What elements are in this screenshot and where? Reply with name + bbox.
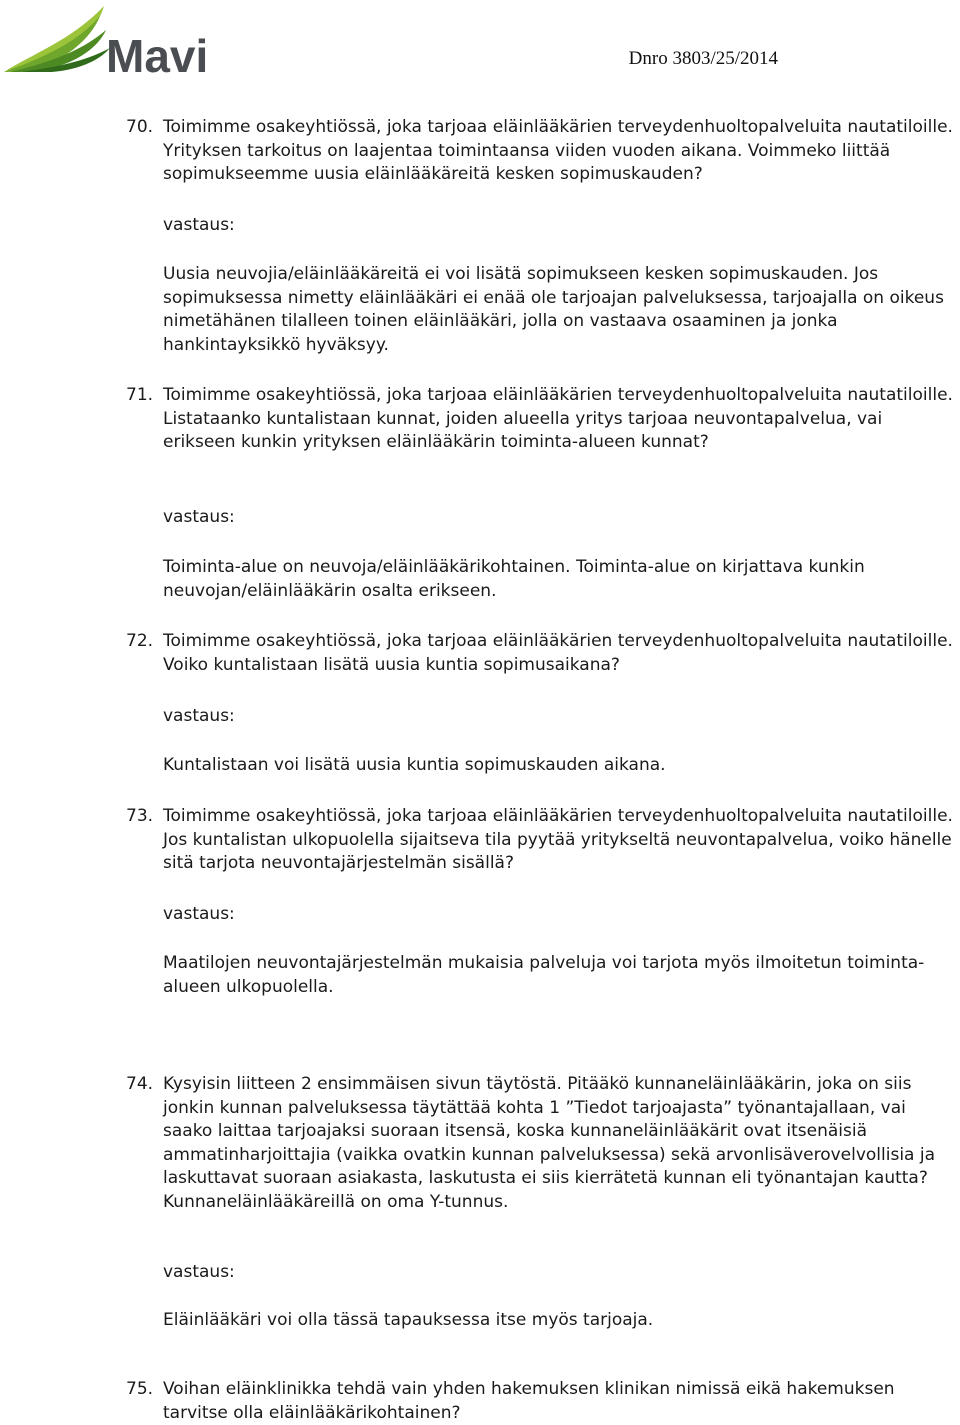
answer-label: vastaus: <box>163 1262 235 1282</box>
question-text: Kysyisin liitteen 2 ensimmäisen sivun täytöstä. Pitääkö kunnaneläinlääkärin, joka on siis jonkin kunnan palveluksessa täytättää kohta 1 ”Tiedot tarjoajasta” työnantajallaan, vai saako laittaa tarjoajaksi suoraan itsensä, koska kunnaneläinlääkärit ovat itsenäisiä ammatinharjoittajia (vaikka ovatkin kunnan palveluksessa) sekä arvonlisäverovelvollisia ja laskuttavat suoraan asiakasta, laskutusta ei siis kierrätetä kunnan eli työnantajan kautta? Kunnaneläinlääkäreillä on oma Y-tunnus. <box>163 1074 936 1212</box>
document-number: Dnro 3803/25/2014 <box>628 48 778 69</box>
leaf-mark <box>4 6 110 72</box>
mavi-logo <box>2 2 232 76</box>
question-text: Toimimme osakeyhtiössä, joka tarjoaa eläinlääkärien terveydenhuoltopalveluita nautatiloille. Voiko kuntalistaan lisätä uusia kuntia sopimusaikana? <box>163 631 953 675</box>
answer-label: vastaus: <box>163 507 235 527</box>
answer-text: Toiminta-alue on neuvoja/eläinlääkärikohtainen. Toiminta-alue on kirjattava kunkin neuvojan/eläinlääkärin osalta erikseen. <box>163 557 865 601</box>
logo-text: Mavi <box>106 30 209 76</box>
question-text: Toimimme osakeyhtiössä, joka tarjoaa eläinlääkärien terveydenhuoltopalveluita nautatiloille. Yrityksen tarkoitus on laajentaa toimintaansa viiden vuoden aikana. Voimmeko liittää sopimukseemme uusia eläinlääkäreitä kesken sopimuskauden? <box>163 117 953 184</box>
question-text: Voihan eläinklinikka tehdä vain yhden hakemuksen klinikan nimissä eikä hakemuksen tarvitse olla eläinlääkärikohtainen? <box>163 1379 895 1423</box>
answer-label: vastaus: <box>163 215 235 235</box>
question-text: Toimimme osakeyhtiössä, joka tarjoaa eläinlääkärien terveydenhuoltopalveluita nautatiloille. Jos kuntalistan ulkopuolella sijaitseva tila pyytää yritykseltä neuvontapalvelua, voiko hänelle sitä tarjota neuvontajärjestelmän sisällä? <box>163 806 953 873</box>
question-number: 74. <box>126 1074 154 1094</box>
question-number: 73. <box>126 806 154 826</box>
question-number: 75. <box>126 1379 154 1399</box>
answer-text: Kuntalistaan voi lisätä uusia kuntia sopimuskauden aikana. <box>163 755 666 775</box>
question-number: 72. <box>126 631 154 651</box>
question-number: 70. <box>126 117 154 137</box>
answer-label: vastaus: <box>163 706 235 726</box>
answer-label: vastaus: <box>163 904 235 924</box>
question-text: Toimimme osakeyhtiössä, joka tarjoaa eläinlääkärien terveydenhuoltopalveluita nautatiloille. Listataanko kuntalistaan kunnat, joiden alueella yritys tarjoaa neuvontapalvelua, vai erikseen kunkin yrityksen eläinlääkärin toiminta-alueen kunnat? <box>163 385 953 452</box>
answer-text: Maatilojen neuvontajärjestelmän mukaisia palveluja voi tarjota myös ilmoitetun toiminta-alueen ulkopuolella. <box>163 953 925 997</box>
question-number: 71. <box>126 385 154 405</box>
answer-text: Uusia neuvojia/eläinlääkäreitä ei voi lisätä sopimukseen kesken sopimuskauden. Jos sopimuksessa nimetty eläinlääkäri ei enää ole tarjoajan palveluksessa, tarjoajalla on oikeus nimetähänen tilalleen toinen eläinlääkäri, jolla on vastaava osaaminen ja jonka hankintayksikkö hyväksyy. <box>163 264 944 355</box>
answer-text: Eläinlääkäri voi olla tässä tapauksessa itse myös tarjoaja. <box>163 1310 654 1330</box>
